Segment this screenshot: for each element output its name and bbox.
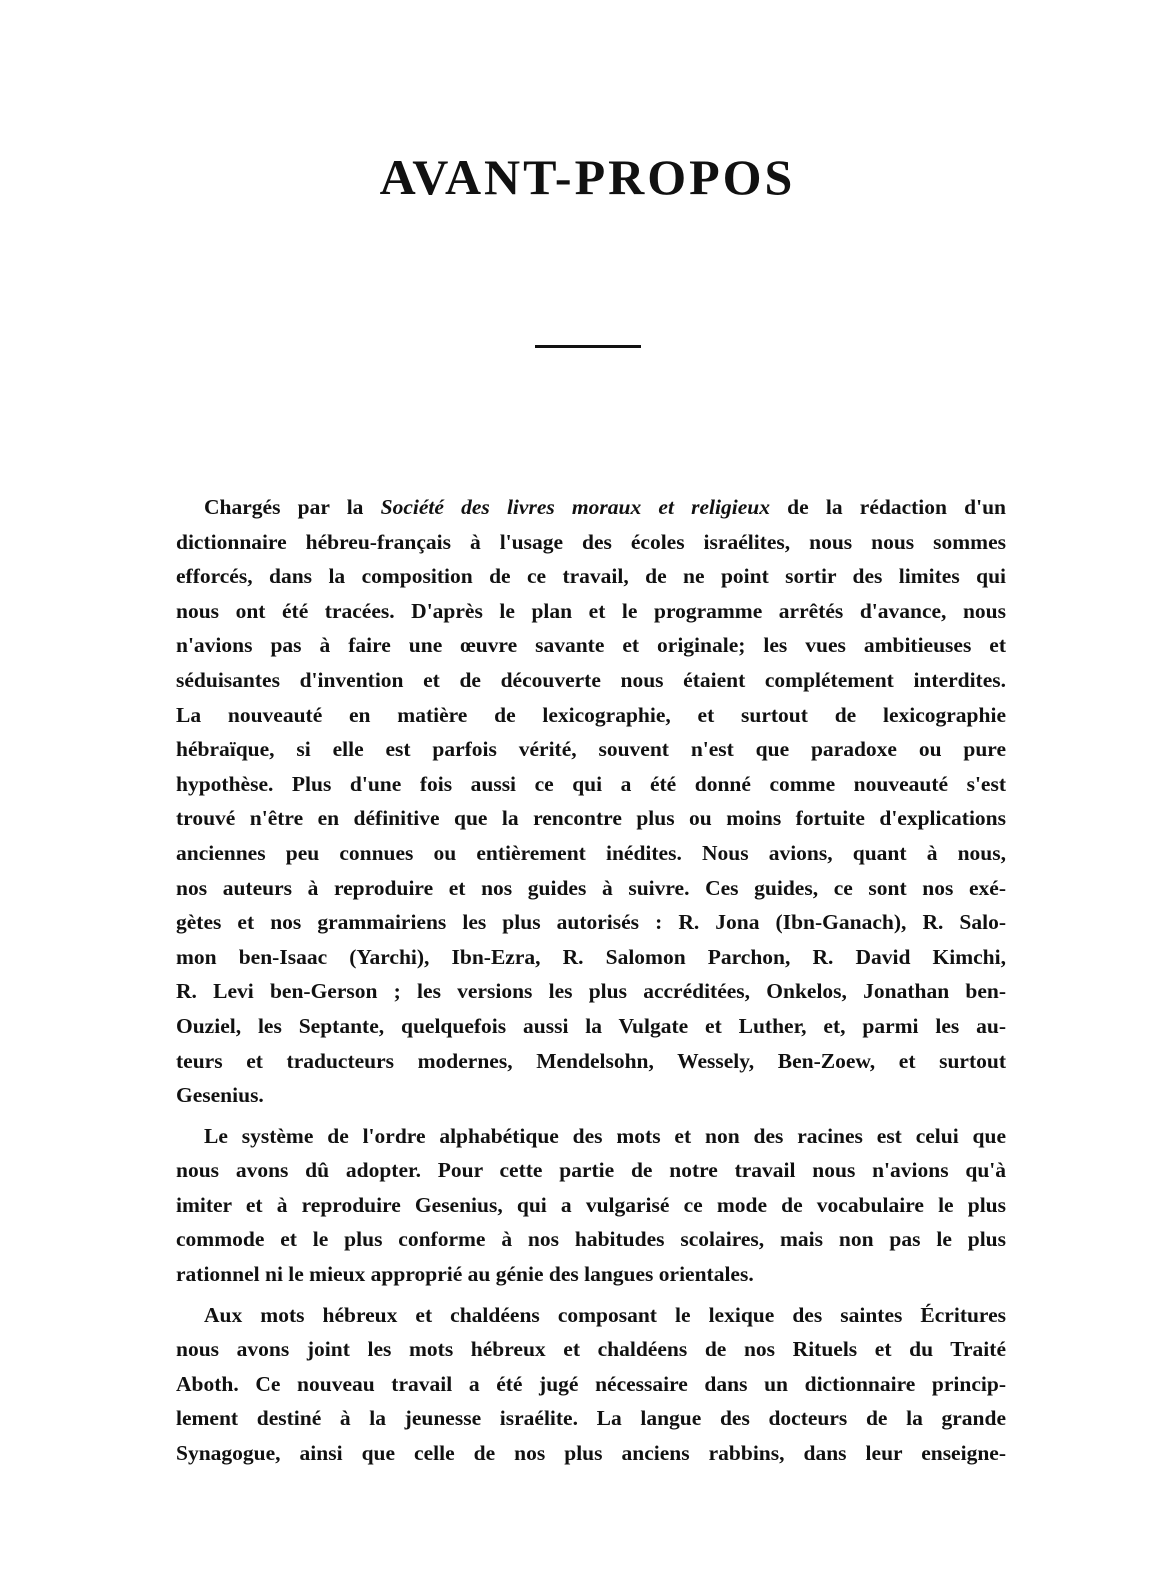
text-line: gètes et nos grammairiens les plus autorisés : R. Jona (Ibn-Ganach), R. Salo- [176,910,1006,935]
text-line: n'avions pas à faire une œuvre savante et originale; les vues ambitieuses et [176,633,1006,658]
text-line: nous avons dû adopter. Pour cette partie de notre travail nous n'avions qu'à [176,1158,1006,1183]
paragraph-3 [176,1298,1006,1471]
text-line: commode et le plus conforme à nos habitudes scolaires, mais non pas le plus [176,1227,1006,1252]
text-line: hébraïque, si elle est parfois vérité, souvent n'est que paradoxe ou pure [176,737,1006,762]
text-line: lement destiné à la jeunesse israélite. La langue des docteurs de la grande [176,1406,1006,1431]
title-divider [535,345,641,348]
society-name: Société des livres moraux et religieux [380,495,770,519]
text-line: Aux mots hébreux et chaldéens composant le lexique des saintes Écritures [204,1302,1006,1327]
text-line: Aboth. Ce nouveau travail a été jugé nécessaire dans un dictionnaire princip- [176,1371,1006,1396]
text-line: imiter et à reproduire Gesenius, qui a vulgarisé ce mode de vocabulaire le plus [176,1192,1006,1217]
text-line: efforcés, dans la composition de ce travail, de ne point sortir des limites qui [176,564,1006,589]
text-line: Gesenius. [176,1083,264,1108]
text-line: nous ont été tracées. D'après le plan et le programme arrêtés d'avance, nous [176,598,1006,623]
text-line: anciennes peu connues ou entièrement inédites. Nous avions, quant à nous, [176,840,1006,865]
text-line: mon ben-Isaac (Yarchi), Ibn-Ezra, R. Salomon Parchon, R. David Kimchi, [176,944,1006,969]
text-line: teurs et traducteurs modernes, Mendelsohn, Wessely, Ben-Zoew, et surtout [176,1048,1006,1073]
text-line: rationnel ni le mieux approprié au génie des langues orientales. [176,1262,754,1287]
text-line: dictionnaire hébreu-français à l'usage des écoles israélites, nous nous sommes [176,529,1006,554]
paragraph-1 [176,490,1006,1113]
text-line: Ouziel, les Septante, quelquefois aussi la Vulgate et Luther, et, parmi les au- [176,1013,1006,1038]
text-line: R. Levi ben-Gerson ; les versions les plus accréditées, Onkelos, Jonathan ben- [176,979,1006,1004]
text-line: nos auteurs à reproduire et nos guides à suivre. Ces guides, ce sont nos exé- [176,875,1006,900]
text-line: Le système de l'ordre alphabétique des mots et non des racines est celui que [204,1123,1006,1148]
text-line: La nouveauté en matière de lexicographie, et surtout de lexicographie [176,702,1006,727]
text-line: séduisantes d'invention et de découverte nous étaient complétement interdites. [176,667,1006,692]
page-title: AVANT-PROPOS [379,149,796,205]
paragraph-2 [176,1119,1006,1292]
text-line: hypothèse. Plus d'une fois aussi ce qui a été donné comme nouveauté s'est [176,771,1006,796]
body-text [176,490,1006,1471]
text-line: nous avons joint les mots hébreux et chaldéens de nos Rituels et du Traité [176,1337,1006,1362]
text-line: trouvé n'être en définitive que la rencontre plus ou moins fortuite d'explications [176,806,1006,831]
text-line: Synagogue, ainsi que celle de nos plus anciens rabbins, dans leur enseigne- [176,1441,1006,1466]
text-line: Chargés par la Société des livres moraux et religieux de la rédaction d'un [204,495,1006,519]
